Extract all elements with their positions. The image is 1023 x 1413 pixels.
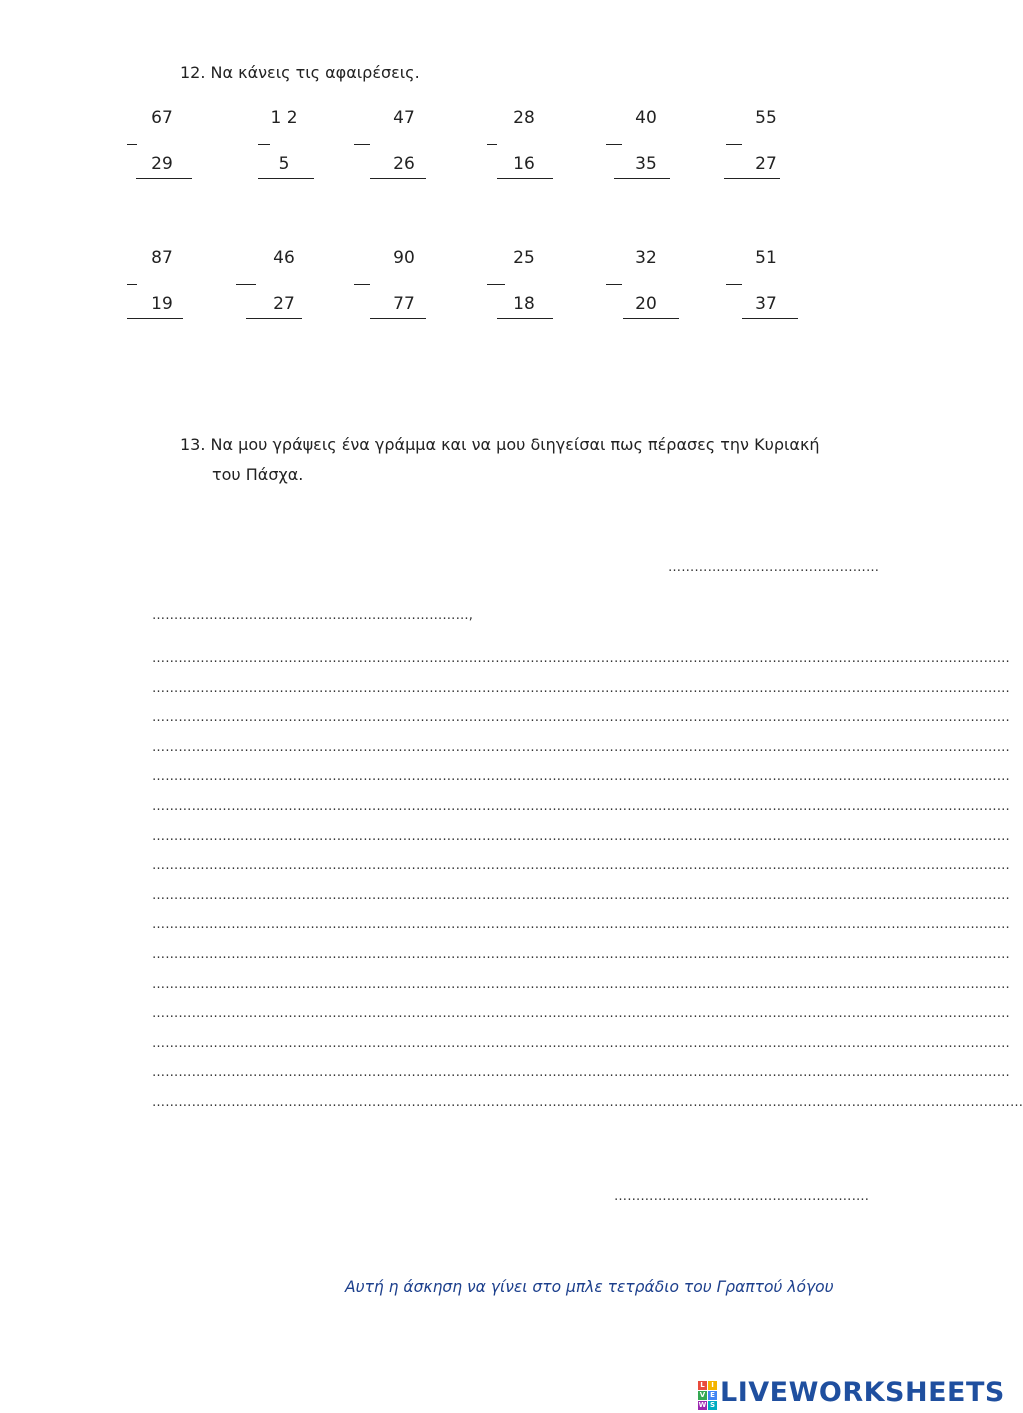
answer-underline[interactable] [370, 178, 426, 179]
letter-line[interactable]: …………………………………………………………………………………………………………………………………………………………………………… [152, 887, 1010, 903]
letter-line[interactable]: …………………………………………………………………………………………………………………………………………………………………………… [152, 710, 1010, 726]
subtrahend: 29 [151, 154, 173, 174]
minus-sign [726, 284, 742, 285]
minuend: 28 [513, 108, 535, 128]
letter-line[interactable]: …………………………………………………………………………………………………………………………………………………………………………… [152, 828, 1010, 844]
minus-sign [354, 284, 370, 285]
question-12-title: 12. Να κάνεις τις αφαιρέσεις. [180, 63, 420, 82]
minuend: 87 [151, 248, 173, 268]
greeting-line[interactable]: ………………………………………………………………, [152, 608, 474, 623]
minus-sign [236, 284, 256, 285]
answer-underline[interactable] [497, 318, 553, 319]
letter-line[interactable]: …………………………………………………………………………………………………………………………………………………………………………… [152, 1006, 1010, 1022]
minuend: 40 [635, 108, 657, 128]
letter-line[interactable]: …………………………………………………………………………………………………………………………………………………………………………… [152, 651, 1010, 666]
subtrahend: 77 [393, 294, 415, 314]
question-13-title-line2: του Πάσχα. [212, 465, 304, 484]
logo-square-icon: I [708, 1381, 717, 1390]
minuend: 46 [273, 248, 295, 268]
minus-sign [127, 284, 137, 285]
subtrahend: 27 [755, 154, 777, 174]
minus-sign [487, 144, 497, 145]
minus-sign [487, 284, 505, 285]
letter-line[interactable]: …………………………………………………………………………………………………………………………………………………………………………… [152, 947, 1010, 962]
letter-line[interactable]: …………………………………………………………………………………………………………………………………………………………………………… [152, 680, 1010, 696]
subtrahend: 27 [273, 294, 295, 314]
minus-sign [606, 284, 622, 285]
answer-underline[interactable] [742, 318, 798, 319]
liveworksheets-logo [698, 1377, 1005, 1412]
date-line[interactable]: ………………………………………… [668, 560, 880, 575]
answer-underline[interactable] [370, 318, 426, 319]
subtrahend: 5 [278, 154, 290, 174]
minus-sign [258, 144, 270, 145]
letter-line[interactable]: …………………………………………………………………………………………………………………………………………………………………………… [152, 1065, 1010, 1081]
minuend: 25 [513, 248, 535, 268]
answer-underline[interactable] [136, 178, 192, 179]
subtrahend: 20 [635, 294, 657, 314]
brand-name: LIVEWORKSHEETS [720, 1377, 1005, 1408]
minus-sign [606, 144, 622, 145]
answer-underline[interactable] [258, 178, 314, 179]
letter-line[interactable]: …………………………………………………………………………………………………………………………………………………………………………… [152, 976, 1010, 992]
subtrahend: 26 [393, 154, 415, 174]
footer-note: Αυτή η άσκηση να γίνει στο μπλε τετράδιο του Γραπτού λόγου [345, 1278, 834, 1296]
answer-underline[interactable] [724, 178, 780, 179]
minus-sign [354, 144, 370, 145]
minuend: 67 [151, 108, 173, 128]
answer-underline[interactable] [127, 318, 183, 319]
minus-sign [127, 144, 137, 145]
question-13-title-line1: 13. Να μου γράψεις ένα γράμμα και να μου διηγείσαι πως πέρασες την Κυριακή [180, 435, 820, 454]
logo-square-icon: L [698, 1381, 707, 1390]
minuend: 47 [393, 108, 415, 128]
signature-line[interactable]: …………………………………………………. [614, 1189, 870, 1204]
subtrahend: 16 [513, 154, 535, 174]
letter-line[interactable]: …………………………………………………………………………………………………………………………………………………………………………… [152, 799, 1010, 814]
logo-square-icon: E [708, 1391, 717, 1400]
answer-underline[interactable] [246, 318, 302, 319]
letter-line[interactable]: …………………………………………………………………………………………………………………………………………………………………………… [152, 769, 1010, 785]
minuend: 32 [635, 248, 657, 268]
logo-square-icon: V [699, 1391, 706, 1399]
letter-line[interactable]: …………………………………………………………………………………………………………………………………………………………………………… [152, 858, 1010, 874]
letter-line[interactable]: …………………………………………………………………………………………………………………………………………………………………………… [152, 739, 1010, 755]
letter-line[interactable]: …………………………………………………………………………………………………………………………………………………………………………… [152, 1035, 1010, 1051]
minuend: 51 [755, 248, 777, 268]
answer-underline[interactable] [614, 178, 670, 179]
minus-sign [726, 144, 742, 145]
letter-line[interactable]: …………………………………………………………………………………………………………………………………………………………………………… [152, 917, 1010, 933]
logo-square-icon: S [709, 1401, 716, 1409]
letter-line[interactable]: ……………………………………………………………………………………………………………………………………………………………………………… [152, 1095, 1023, 1110]
logo-square-icon: W [698, 1401, 707, 1409]
minuend: 1 2 [270, 108, 298, 128]
subtrahend: 19 [151, 294, 173, 314]
answer-underline[interactable] [497, 178, 553, 179]
subtrahend: 35 [635, 154, 657, 174]
answer-underline[interactable] [623, 318, 679, 319]
subtrahend: 18 [513, 294, 535, 314]
minuend: 55 [755, 108, 777, 128]
minuend: 90 [393, 248, 415, 268]
subtrahend: 37 [755, 294, 777, 314]
